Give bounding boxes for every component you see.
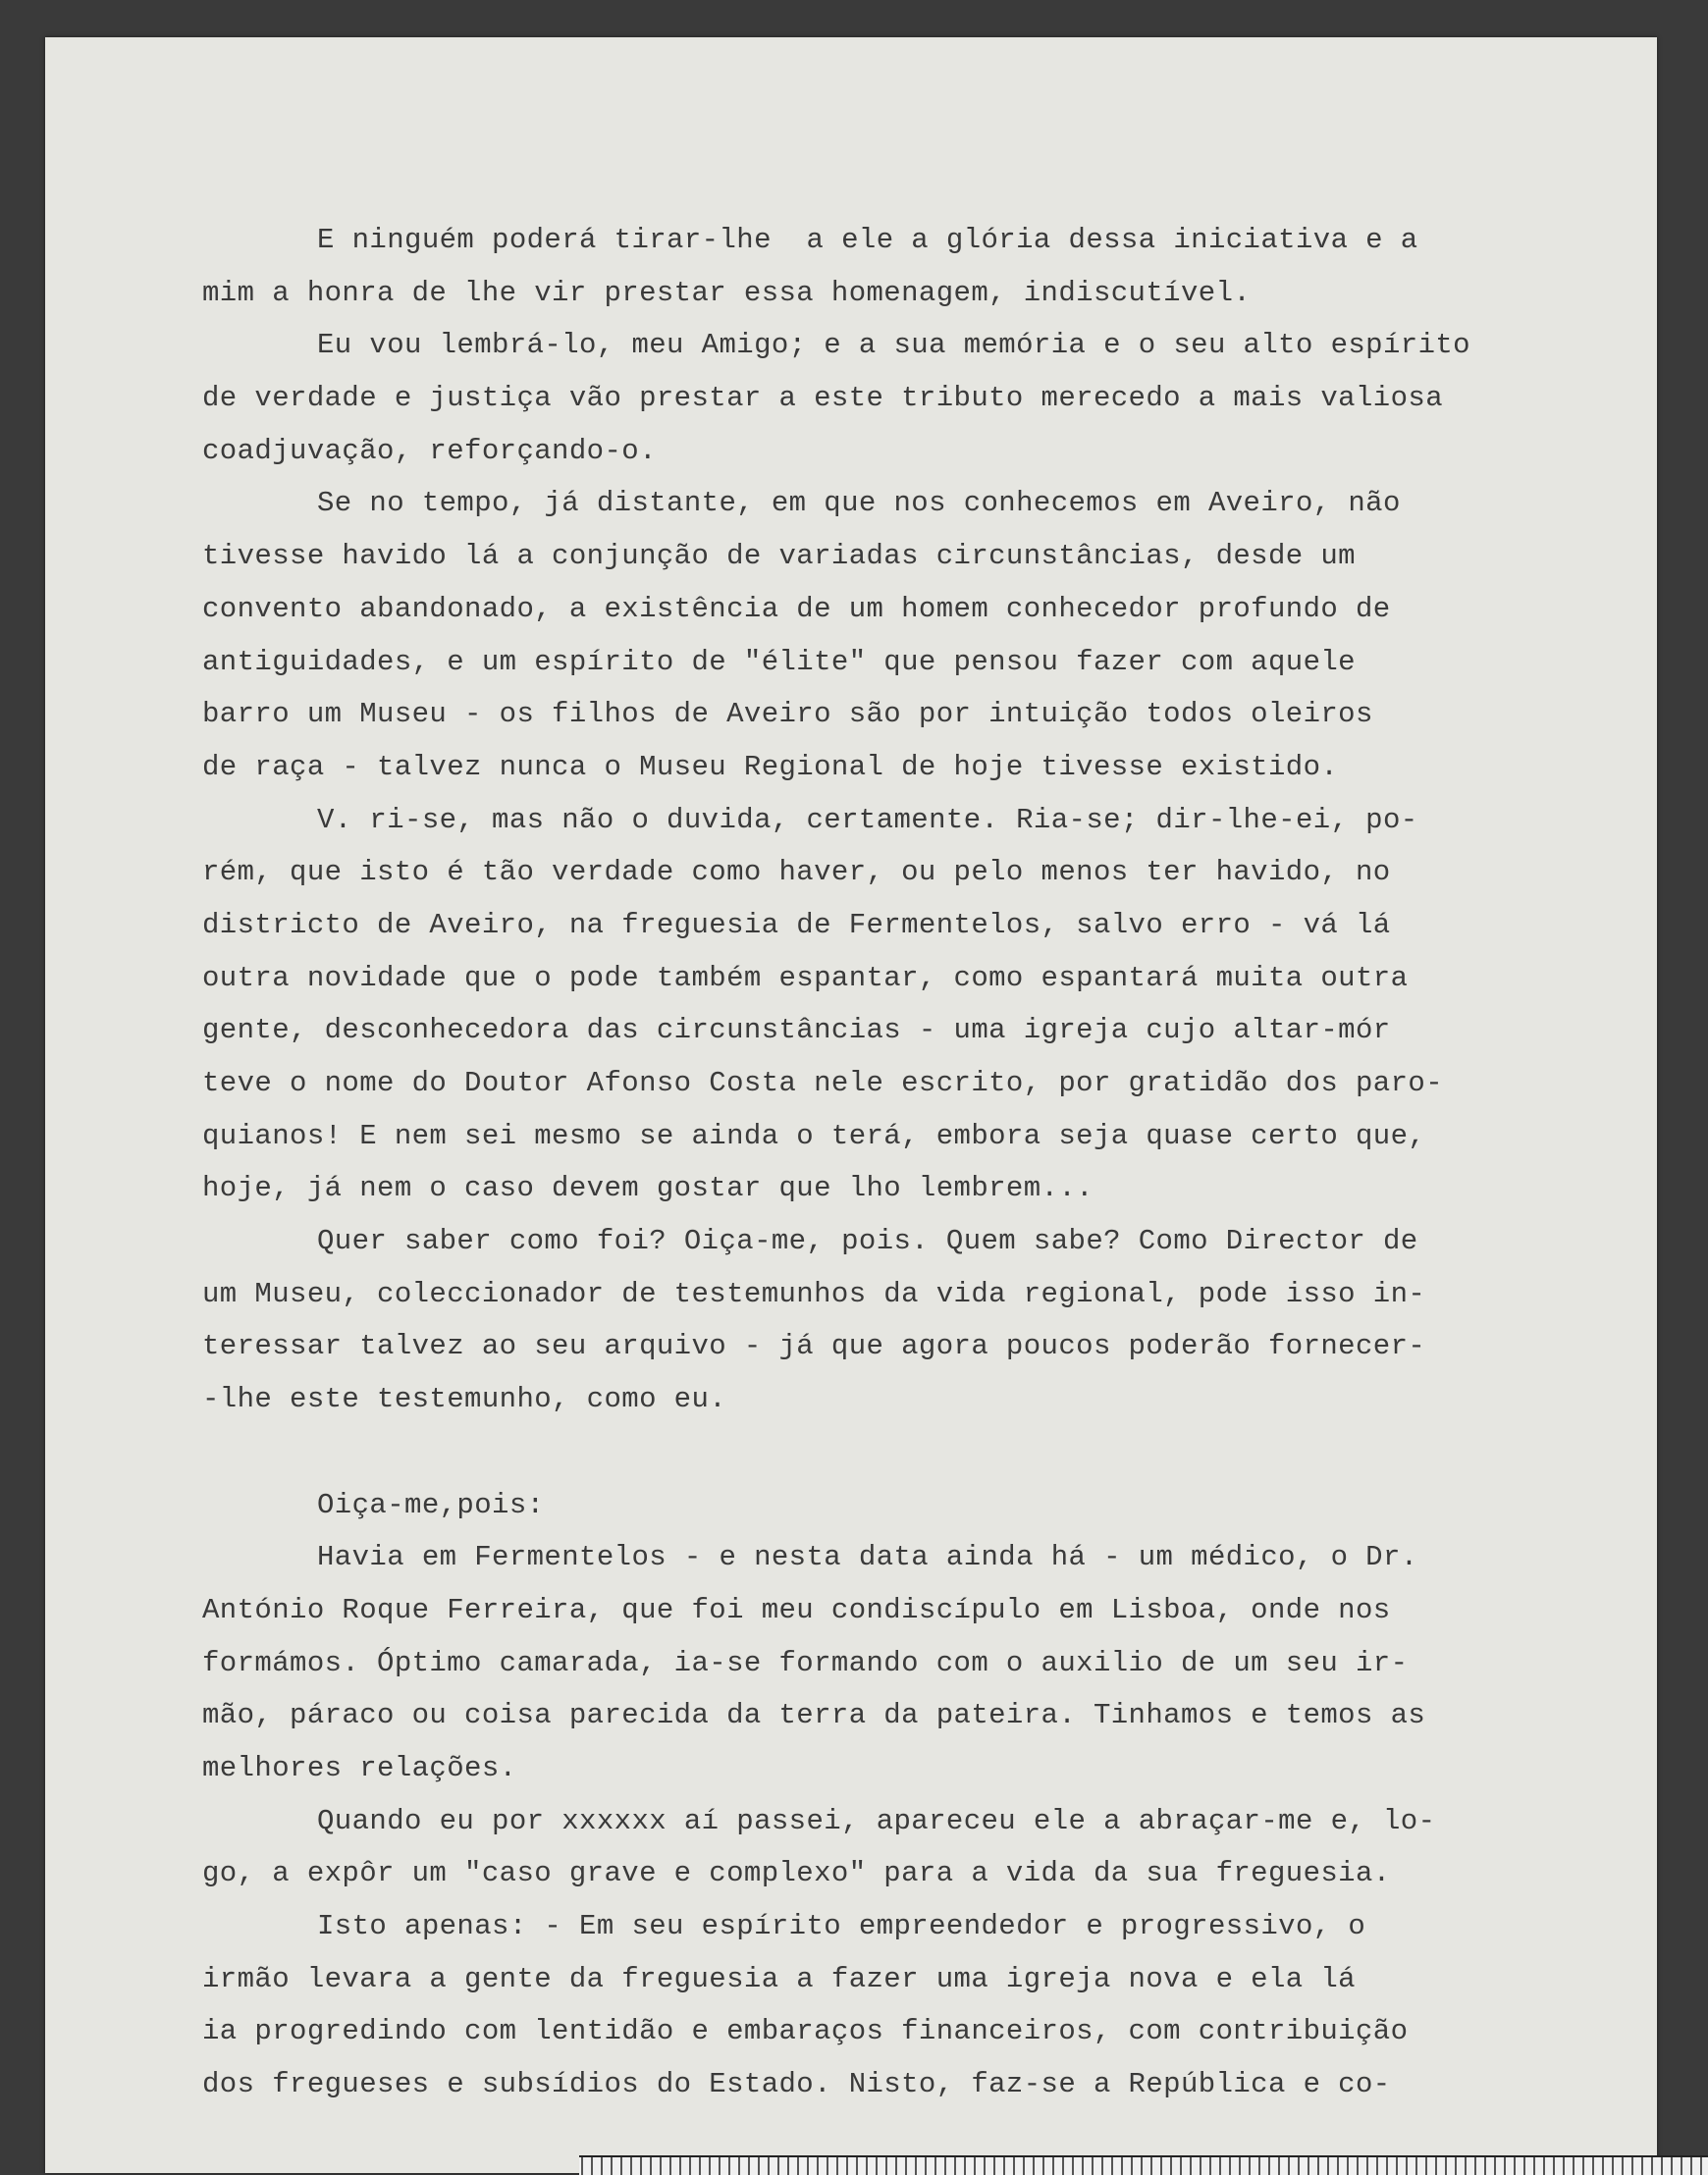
paragraph-gap — [202, 1426, 1616, 1479]
text-line: Eu vou lembrá-lo, meu Amigo; e a sua memória e o seu alto espírito — [317, 329, 1470, 362]
text-line: tivesse havido lá a conjunção de variadas circunstâncias, desde um — [202, 540, 1356, 573]
text-line: go, a expôr um "caso grave e complexo" para a vida da sua freguesia. — [202, 1857, 1391, 1890]
text-line: formámos. Óptimo camarada, ia-se formando com o auxilio de um seu ir- — [202, 1646, 1409, 1679]
text-line: mão, páraco ou coisa parecida da terra da pateira. Tinhamos e temos as — [202, 1699, 1426, 1732]
text-line: dos fregueses e subsídios do Estado. Nisto, faz-se a República e co- — [202, 2068, 1391, 2101]
text-line: mim a honra de lhe vir prestar essa homenagem, indiscutível. — [202, 276, 1252, 309]
text-line: teve o nome do Doutor Afonso Costa nele escrito, por gratidão dos paro- — [202, 1067, 1444, 1099]
text-line: de verdade e justiça vão prestar a este tributo merecedo a mais valiosa — [202, 382, 1444, 415]
text-line: Se no tempo, já distante, em que nos conhecemos em Aveiro, não — [317, 487, 1401, 520]
text-line: Havia em Fermentelos - e nesta data ainda há - um médico, o Dr. — [317, 1541, 1418, 1574]
text-line: E ninguém poderá tirar-lhe a ele a glória dessa iniciativa e a — [317, 224, 1418, 256]
text-line: V. ri-se, mas não o duvida, certamente. Ria-se; dir-lhe-ei, po- — [317, 803, 1418, 836]
text-line: -lhe este testemunho, como eu. — [202, 1383, 727, 1416]
text-line: teressar talvez ao seu arquivo - já que agora poucos poderão fornecer- — [202, 1330, 1426, 1363]
text-line: de raça - talvez nunca o Museu Regional de hoje tivesse existido. — [202, 750, 1339, 783]
text-line: Quando eu por xxxxxx aí passei, apareceu ele a abraçar-me e, lo- — [317, 1804, 1436, 1837]
typed-letter-body — [202, 214, 1616, 2111]
text-line: gente, desconhecedora das circunstâncias - uma igreja cujo altar-mór — [202, 1014, 1391, 1047]
document-page — [45, 37, 1657, 2173]
text-line: quianos! E nem sei mesmo se ainda o terá, embora seja quase certo que, — [202, 1119, 1426, 1152]
text-line: melhores relações. — [202, 1751, 517, 1784]
text-line: rém, que isto é tão verdade como haver, ou pelo menos ter havido, no — [202, 856, 1391, 889]
text-line: outra novidade que o pode também espantar, como espantará muita outra — [202, 961, 1409, 994]
scale-ruler — [579, 2155, 1708, 2175]
text-line: Isto apenas: - Em seu espírito empreendedor e progressivo, o — [317, 1910, 1366, 1942]
text-line: irmão levara a gente da freguesia a fazer uma igreja nova e ela lá — [202, 1962, 1356, 1995]
text-line: coadjuvação, reforçando-o. — [202, 434, 657, 467]
text-line: antiguidades, e um espírito de "élite" que pensou fazer com aquele — [202, 645, 1356, 678]
text-line: districto de Aveiro, na freguesia de Fermentelos, salvo erro - vá lá — [202, 908, 1391, 941]
text-line: Quer saber como foi? Oiça-me, pois. Quem sabe? Como Director de — [317, 1225, 1418, 1258]
text-line: convento abandonado, a existência de um homem conhecedor profundo de — [202, 592, 1391, 625]
text-line: António Roque Ferreira, que foi meu condiscípulo em Lisboa, onde nos — [202, 1593, 1391, 1626]
text-line: hoje, já nem o caso devem gostar que lho lembrem... — [202, 1172, 1094, 1205]
text-line: um Museu, coleccionador de testemunhos da vida regional, pode isso in- — [202, 1277, 1426, 1310]
text-line: barro um Museu - os filhos de Aveiro são por intuição todos oleiros — [202, 698, 1373, 731]
text-line: Oiça-me,pois: — [317, 1488, 545, 1521]
text-line: ia progredindo com lentidão e embaraços financeiros, com contribuição — [202, 2015, 1409, 2048]
